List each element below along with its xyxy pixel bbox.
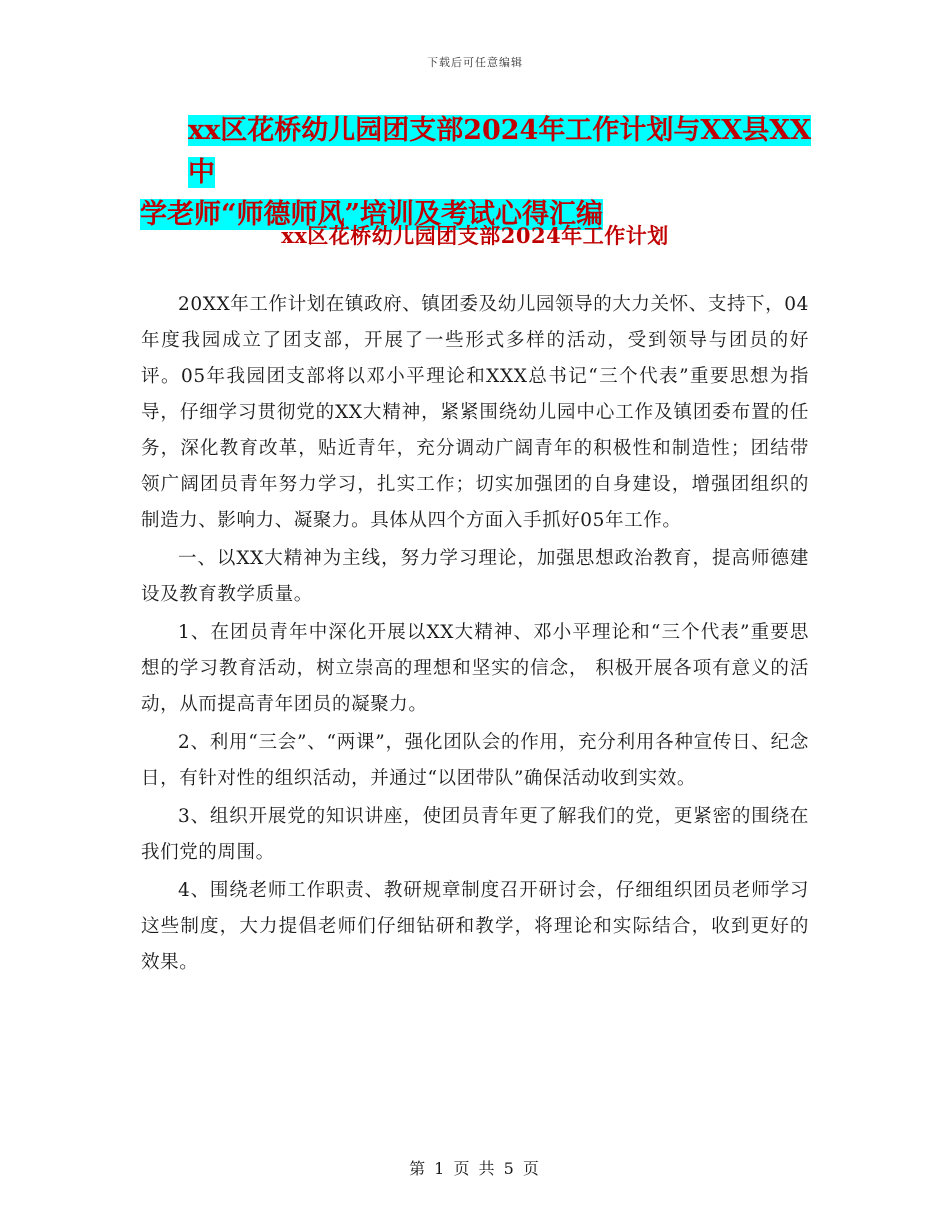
paragraph-item-1: 1、在团员青年中深化开展以XX大精神、邓小平理论和“三个代表”重要思想的学习教育活动，树立崇高的理想和坚实的信念， 积极开展各项有意义的活动，从而提高青年团员的凝聚力。 — [141, 622, 809, 715]
paragraph-point-one: 一、以XX大精神为主线，努力学习理论，加强思想政治教育，提高师德建设及教育教学质量。 — [141, 548, 809, 605]
section-title: xx区花桥幼儿园团支部2024年工作计划 — [281, 223, 669, 248]
title-highlight-2: 学老师“师德师风”培训及考试心得汇编 — [140, 199, 604, 230]
paragraph-item-3: 3、组织开展党的知识讲座，使团员青年更了解我们的党，更紧密的围绕在我们党的周围。 — [141, 806, 809, 863]
paragraph-intro: 20XX年工作计划在镇政府、镇团委及幼儿园领导的大力关怀、支持下，04年度我园成立了团支部，开展了一些形式多样的活动，受到领导与团员的好评。05年我园团支部将以邓小平理论和XXX总书记“三个代表”重要思想为指导，仔细学习贯彻党的XX大精神，紧紧围绕幼儿园中心工作及镇团委布置的任务，深化教育改革，贴近青年，充分调动广阔青年的积极性和制造性；团结带领广阔团员青年努力学习，扎实工作；切实加强团的自身建设，增强团组织的制造力、影响力、凝聚力。具体从四个方面入手抓好05年工作。 — [141, 294, 809, 531]
paragraph-item-4: 4、围绕老师工作职责、教研规章制度召开研讨会，仔细组织团员老师学习这些制度，大力提倡老师们仔细钻研和教学，将理论和实际结合，收到更好的效果。 — [141, 880, 809, 973]
document-title-line-1 — [140, 110, 820, 194]
title-highlight-1: xx区花桥幼儿园团支部2024年工作计划与XX县XX中 — [188, 115, 812, 188]
header-note: 下载后可任意编辑 — [427, 56, 523, 69]
page-footer: 第 1 页 共 5 页 — [409, 1159, 541, 1178]
body-text — [141, 287, 809, 983]
paragraph-item-2: 2、利用“三会”、“两课”，强化团队会的作用，充分利用各种宣传日、纪念日，有针对性的组织活动，并通过“以团带队”确保活动收到实效。 — [141, 732, 809, 789]
document-title — [140, 110, 820, 236]
